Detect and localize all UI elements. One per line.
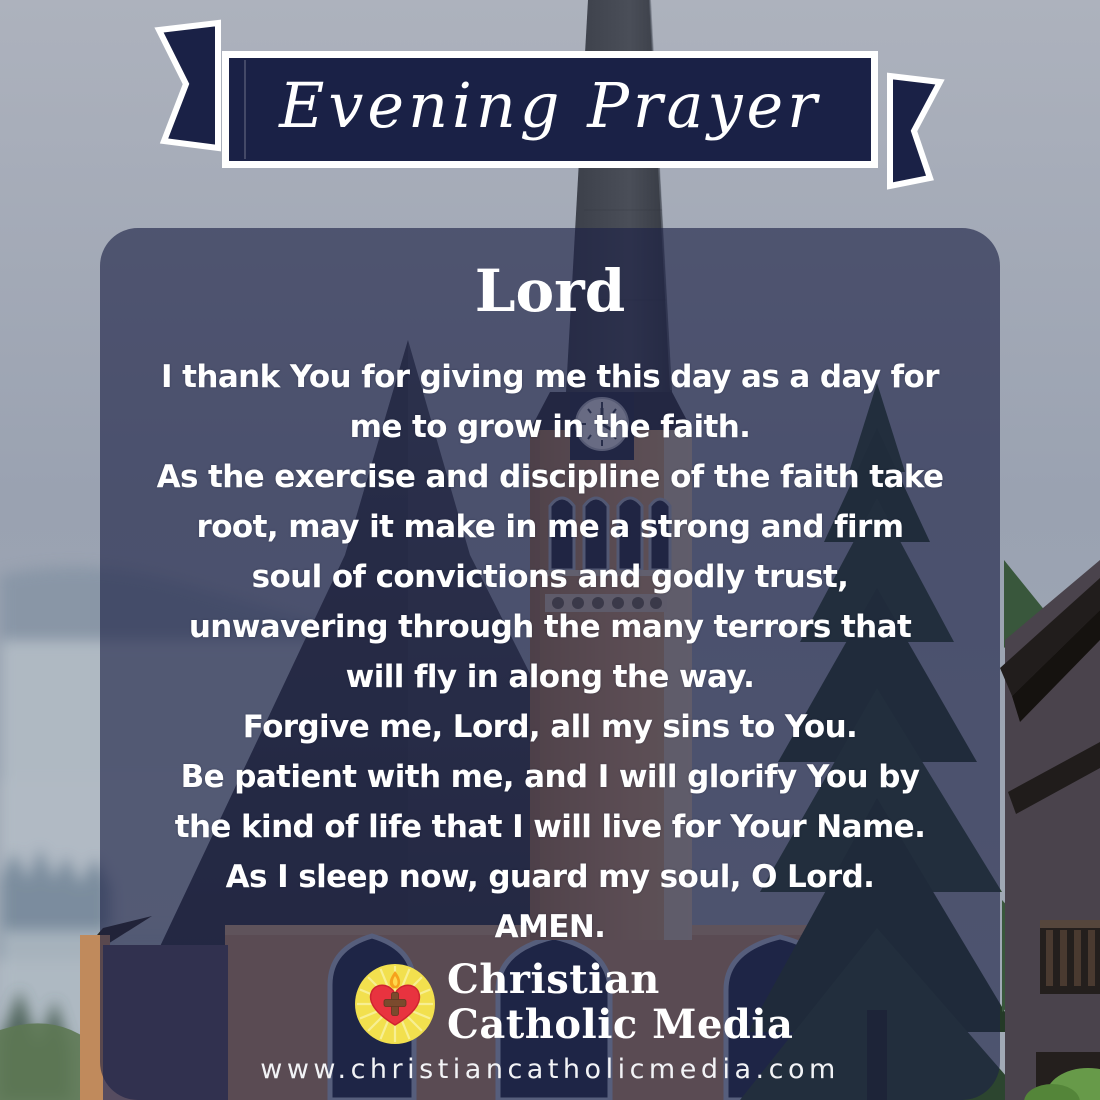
prayer-line: root, may it make in me a strong and firm [196,509,904,545]
prayer-line: will fly in along the way. [345,659,755,695]
brand-name-line1: Christian [447,956,660,1003]
website-url: www.christiancatholicmedia.com [260,1054,840,1085]
brand-name-line2: Catholic Media [447,1001,794,1048]
prayer-line: I thank You for giving me this day as a day for [161,359,939,395]
sacred-heart-cross-icon [353,961,437,1045]
prayer-line: the kind of life that I will live for Your Name. [174,809,926,845]
brand-name [447,957,793,1047]
prayer-text [110,352,990,952]
prayer-line: Be patient with me, and I will glorify You by [180,759,920,795]
prayer-line: As the exercise and discipline of the faith take [156,459,944,495]
prayer-line: AMEN. [494,909,606,945]
prayer-line: As I sleep now, guard my soul, O Lord. [225,859,875,895]
prayer-line: Forgive me, Lord, all my sins to You. [242,709,858,745]
prayer-line: soul of convictions and godly trust, [251,559,849,595]
prayer-line: unwavering through the many terrors that [188,609,912,645]
prayer-title: Lord [474,257,626,325]
prayer-line: me to grow in the faith. [349,409,751,445]
banner-title: Evening Prayer [279,69,821,142]
